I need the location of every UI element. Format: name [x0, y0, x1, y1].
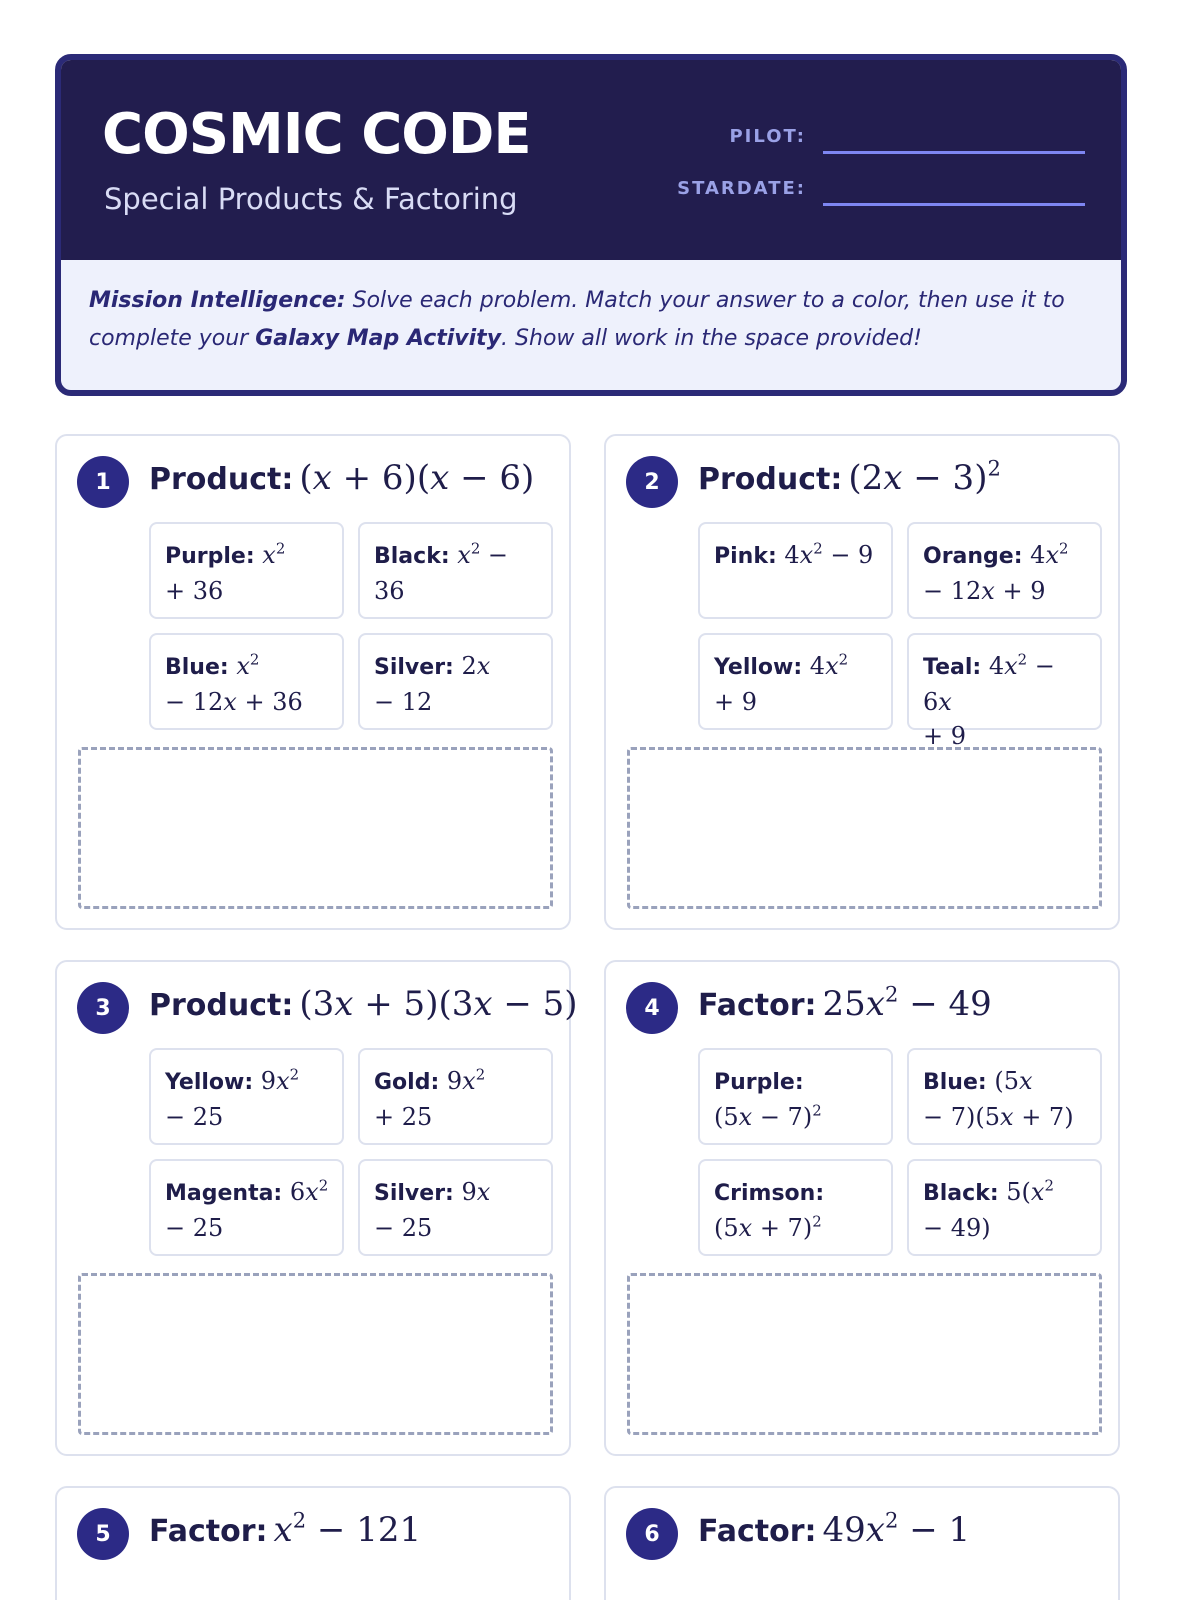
- option-color-label: Black:: [923, 1181, 999, 1206]
- stardate-label: STARDATE:: [677, 178, 806, 199]
- problem-kind: Product:: [698, 462, 843, 497]
- option-expression: 2x − 12: [374, 652, 491, 716]
- problem-expression: $49x^2 - 1$: [822, 1507, 971, 1550]
- problem-expression: (3x + 5)(3x − 5): [299, 984, 578, 1024]
- problem-kind: Product:: [149, 462, 294, 497]
- intel-text-2: . Show all work in the space provided!: [501, 326, 922, 351]
- pilot-field[interactable]: [823, 151, 1085, 154]
- problem-title: [698, 981, 992, 1024]
- option-expression: (5x − 7)(5x + 7): [923, 1067, 1074, 1131]
- option-expression: $4x^2 - 9$: [776, 539, 874, 569]
- problem-number-badge: 6: [626, 1508, 678, 1560]
- option-expression: $x^2$ − 12x + 36: [165, 650, 303, 716]
- work-area[interactable]: [78, 1273, 553, 1435]
- answer-option[interactable]: [907, 1159, 1102, 1256]
- problem-title: [149, 1507, 422, 1550]
- answer-option[interactable]: [358, 1159, 553, 1256]
- option-expression: $(5x + 7)^2$: [714, 1212, 822, 1242]
- problem-title: [698, 1507, 971, 1550]
- problem-card-4: [604, 960, 1120, 1456]
- option-color-label: Blue:: [923, 1070, 987, 1095]
- answer-option[interactable]: [698, 522, 893, 619]
- intel-lead: Mission Intelligence:: [89, 288, 346, 313]
- problem-title: [149, 458, 534, 498]
- answer-option[interactable]: [907, 1048, 1102, 1145]
- answer-option[interactable]: [698, 1159, 893, 1256]
- option-color-label: Crimson:: [714, 1181, 825, 1206]
- problem-title: [149, 984, 578, 1024]
- problem-card-3: [55, 960, 578, 1456]
- problem-kind: Factor:: [698, 988, 817, 1023]
- option-color-label: Yellow:: [165, 1070, 254, 1095]
- option-expression: $x^2$ + 36: [165, 539, 286, 605]
- option-color-label: Silver:: [374, 655, 454, 680]
- stardate-field[interactable]: [823, 203, 1085, 206]
- page-title: COSMIC CODE: [102, 102, 531, 167]
- answer-option[interactable]: [149, 522, 344, 619]
- answer-option[interactable]: [358, 1048, 553, 1145]
- work-area[interactable]: [627, 747, 1102, 909]
- problem-number-badge: 4: [626, 982, 678, 1034]
- option-color-label: Orange:: [923, 544, 1023, 569]
- problem-kind: Factor:: [698, 1514, 817, 1549]
- option-expression: $9x^2$ + 25: [374, 1065, 486, 1131]
- answer-option[interactable]: [907, 522, 1102, 619]
- option-expression: $x^2 - 36$: [374, 539, 509, 605]
- problem-expression: (x + 6)(x − 6): [299, 458, 535, 498]
- problem-card-2: [604, 434, 1120, 930]
- option-color-label: Gold:: [374, 1070, 440, 1095]
- problem-number-badge: 3: [77, 982, 129, 1034]
- answer-option[interactable]: [358, 522, 553, 619]
- option-color-label: Purple:: [714, 1070, 804, 1095]
- option-expression: 9x − 25: [374, 1178, 491, 1242]
- option-color-label: Pink:: [714, 544, 777, 569]
- option-color-label: Silver:: [374, 1181, 454, 1206]
- option-expression: $5(x^2$ − 49): [923, 1176, 1054, 1242]
- intel-text-1: Solve each problem. Match your answer to a color, then use it to complete your: [89, 288, 1065, 351]
- intel-bold: Galaxy Map Activity: [255, 326, 502, 351]
- option-color-label: Blue:: [165, 655, 229, 680]
- problem-number-badge: 2: [626, 456, 678, 508]
- option-expression: $(5x - 7)^2$: [714, 1101, 822, 1131]
- work-area[interactable]: [78, 747, 553, 909]
- problem-expression: $x^2 - 121$: [273, 1507, 422, 1550]
- answer-option[interactable]: [698, 633, 893, 730]
- problem-kind: Factor:: [149, 1514, 268, 1549]
- option-color-label: Magenta:: [165, 1181, 283, 1206]
- option-color-label: Yellow:: [714, 655, 803, 680]
- option-color-label: Black:: [374, 544, 450, 569]
- page-subtitle: Special Products & Factoring: [104, 182, 518, 216]
- option-color-label: Teal:: [923, 655, 982, 680]
- option-expression: $6x^2$ − 25: [165, 1176, 329, 1242]
- problem-card-6: [604, 1486, 1120, 1600]
- problem-number-badge: 5: [77, 1508, 129, 1560]
- option-expression: $4x^2 - 6x$ + 9: [923, 650, 1055, 750]
- problem-kind: Product:: [149, 988, 294, 1023]
- answer-option[interactable]: [149, 1159, 344, 1256]
- answer-option[interactable]: [149, 633, 344, 730]
- problem-number-badge: 1: [77, 456, 129, 508]
- problem-expression: $25x^2 - 49$: [822, 981, 992, 1024]
- answer-option[interactable]: [907, 633, 1102, 750]
- option-expression: $9x^2$ − 25: [165, 1065, 300, 1131]
- option-color-label: Purple:: [165, 544, 255, 569]
- answer-option[interactable]: [698, 1048, 893, 1145]
- pilot-label: PILOT:: [729, 126, 806, 147]
- worksheet-header: [55, 54, 1127, 396]
- answer-option[interactable]: [358, 633, 553, 730]
- work-area[interactable]: [627, 1273, 1102, 1435]
- header-banner: [61, 60, 1121, 260]
- answer-option[interactable]: [149, 1048, 344, 1145]
- option-expression: $4x^2$ − 12x + 9: [923, 539, 1069, 605]
- problem-card-5: [55, 1486, 571, 1600]
- problem-expression: $(2x - 3)^2$: [848, 455, 1001, 498]
- mission-intelligence: [89, 282, 1089, 358]
- problem-card-1: [55, 434, 571, 930]
- option-expression: $4x^2$ + 9: [714, 650, 849, 716]
- problem-title: [698, 455, 1001, 498]
